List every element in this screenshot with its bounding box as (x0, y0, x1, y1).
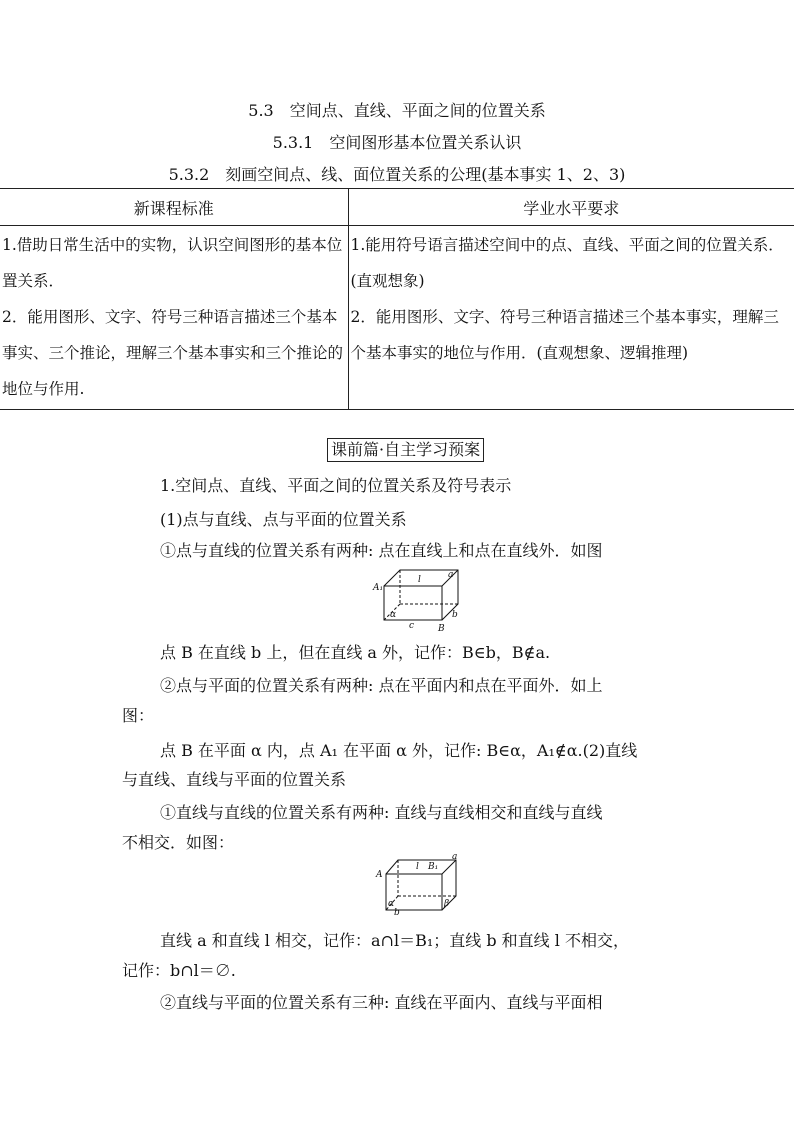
table-header-standards: 新课程标准 (0, 189, 348, 226)
table-header-requirements: 学业水平要求 (348, 189, 794, 226)
fig2-label: B₁ (428, 862, 439, 872)
table-row (0, 226, 794, 410)
fig2-label: l (416, 862, 419, 872)
standard-item: 1.借助日常生活中的实物，认识空间图形的基本位置关系． (2, 236, 343, 290)
fig2-label: α (388, 899, 395, 909)
paragraph: 点 B 在直线 b 上，但在直线 a 外，记作：B∈b，B∉a. (160, 643, 551, 662)
paragraph: 点 B 在平面 α 内，点 A₁ 在平面 α 外，记作: B∈α，A₁∉α.(2)直线 (160, 741, 638, 760)
fig1-label: b (452, 610, 458, 620)
requirement-item: 2．能用图形、文字、符号三种语言描述三个基本事实，理解三个基本事实的地位与作用．(直观想象、逻辑推理) (350, 308, 779, 362)
paragraph: ②点与平面的位置关系有两种: 点在平面内和点在平面外．如上 (160, 676, 603, 695)
fig2-label: a (452, 854, 458, 862)
subheading-point-line-plane: (1)点与直线、点与平面的位置关系 (160, 510, 407, 529)
fig1-label: l (418, 575, 421, 585)
fig2-label: A (376, 870, 383, 880)
requirement-item: 1.能用符号语言描述空间中的点、直线、平面之间的位置关系．(直观想象) (350, 236, 784, 290)
paragraph-continuation: 记作：b∩l＝∅. (122, 961, 236, 980)
fig1-label: B (438, 624, 445, 634)
page-title: 5.3 空间点、直线、平面之间的位置关系 (248, 101, 546, 120)
section-subtitle: 5.3.1 空间图形基本位置关系认识 (272, 133, 522, 152)
requirements-cell (348, 226, 794, 410)
fig2-label: β (444, 899, 450, 909)
paragraph-continuation: 图： (122, 706, 155, 725)
standard-item: 2．能用图形、文字、符号三种语言描述三个基本事实、三个推论，理解三个基本事实和三个推论的地位与作用. (2, 308, 344, 398)
paragraph-continuation: 与直线、直线与平面的位置关系 (122, 770, 347, 789)
heading-positional-relations: 1.空间点、直线、平面之间的位置关系及符号表示 (160, 476, 512, 495)
standards-table (0, 188, 794, 410)
paragraph-continuation: 不相交．如图： (122, 833, 235, 852)
section-subtitle-2: 5.3.2 刻画空间点、线、面位置关系的公理(基本事实 1、2、3) (168, 165, 626, 184)
section-label-box: 课前篇·自主学习预案 (327, 438, 484, 462)
paragraph: ①直线与直线的位置关系有两种: 直线与直线相交和直线与直线 (160, 803, 603, 822)
table-header-row (0, 189, 794, 226)
fig1-label: a (448, 570, 454, 580)
paragraph: 直线 a 和直线 l 相交，记作：a∩l＝B₁；直线 b 和直线 l 不相交， (160, 931, 629, 950)
cuboid-figure-1 (372, 562, 464, 634)
standards-cell (0, 226, 348, 410)
fig1-label: α (390, 610, 397, 620)
fig1-label: c (409, 621, 415, 631)
cuboid-figure-2 (372, 854, 464, 920)
fig2-label: b (394, 908, 400, 918)
fig1-label: A₁ (373, 583, 384, 593)
paragraph: ②直线与平面的位置关系有三种: 直线在平面内、直线与平面相 (160, 993, 603, 1012)
paragraph: ①点与直线的位置关系有两种: 点在直线上和点在直线外．如图 (160, 541, 603, 560)
